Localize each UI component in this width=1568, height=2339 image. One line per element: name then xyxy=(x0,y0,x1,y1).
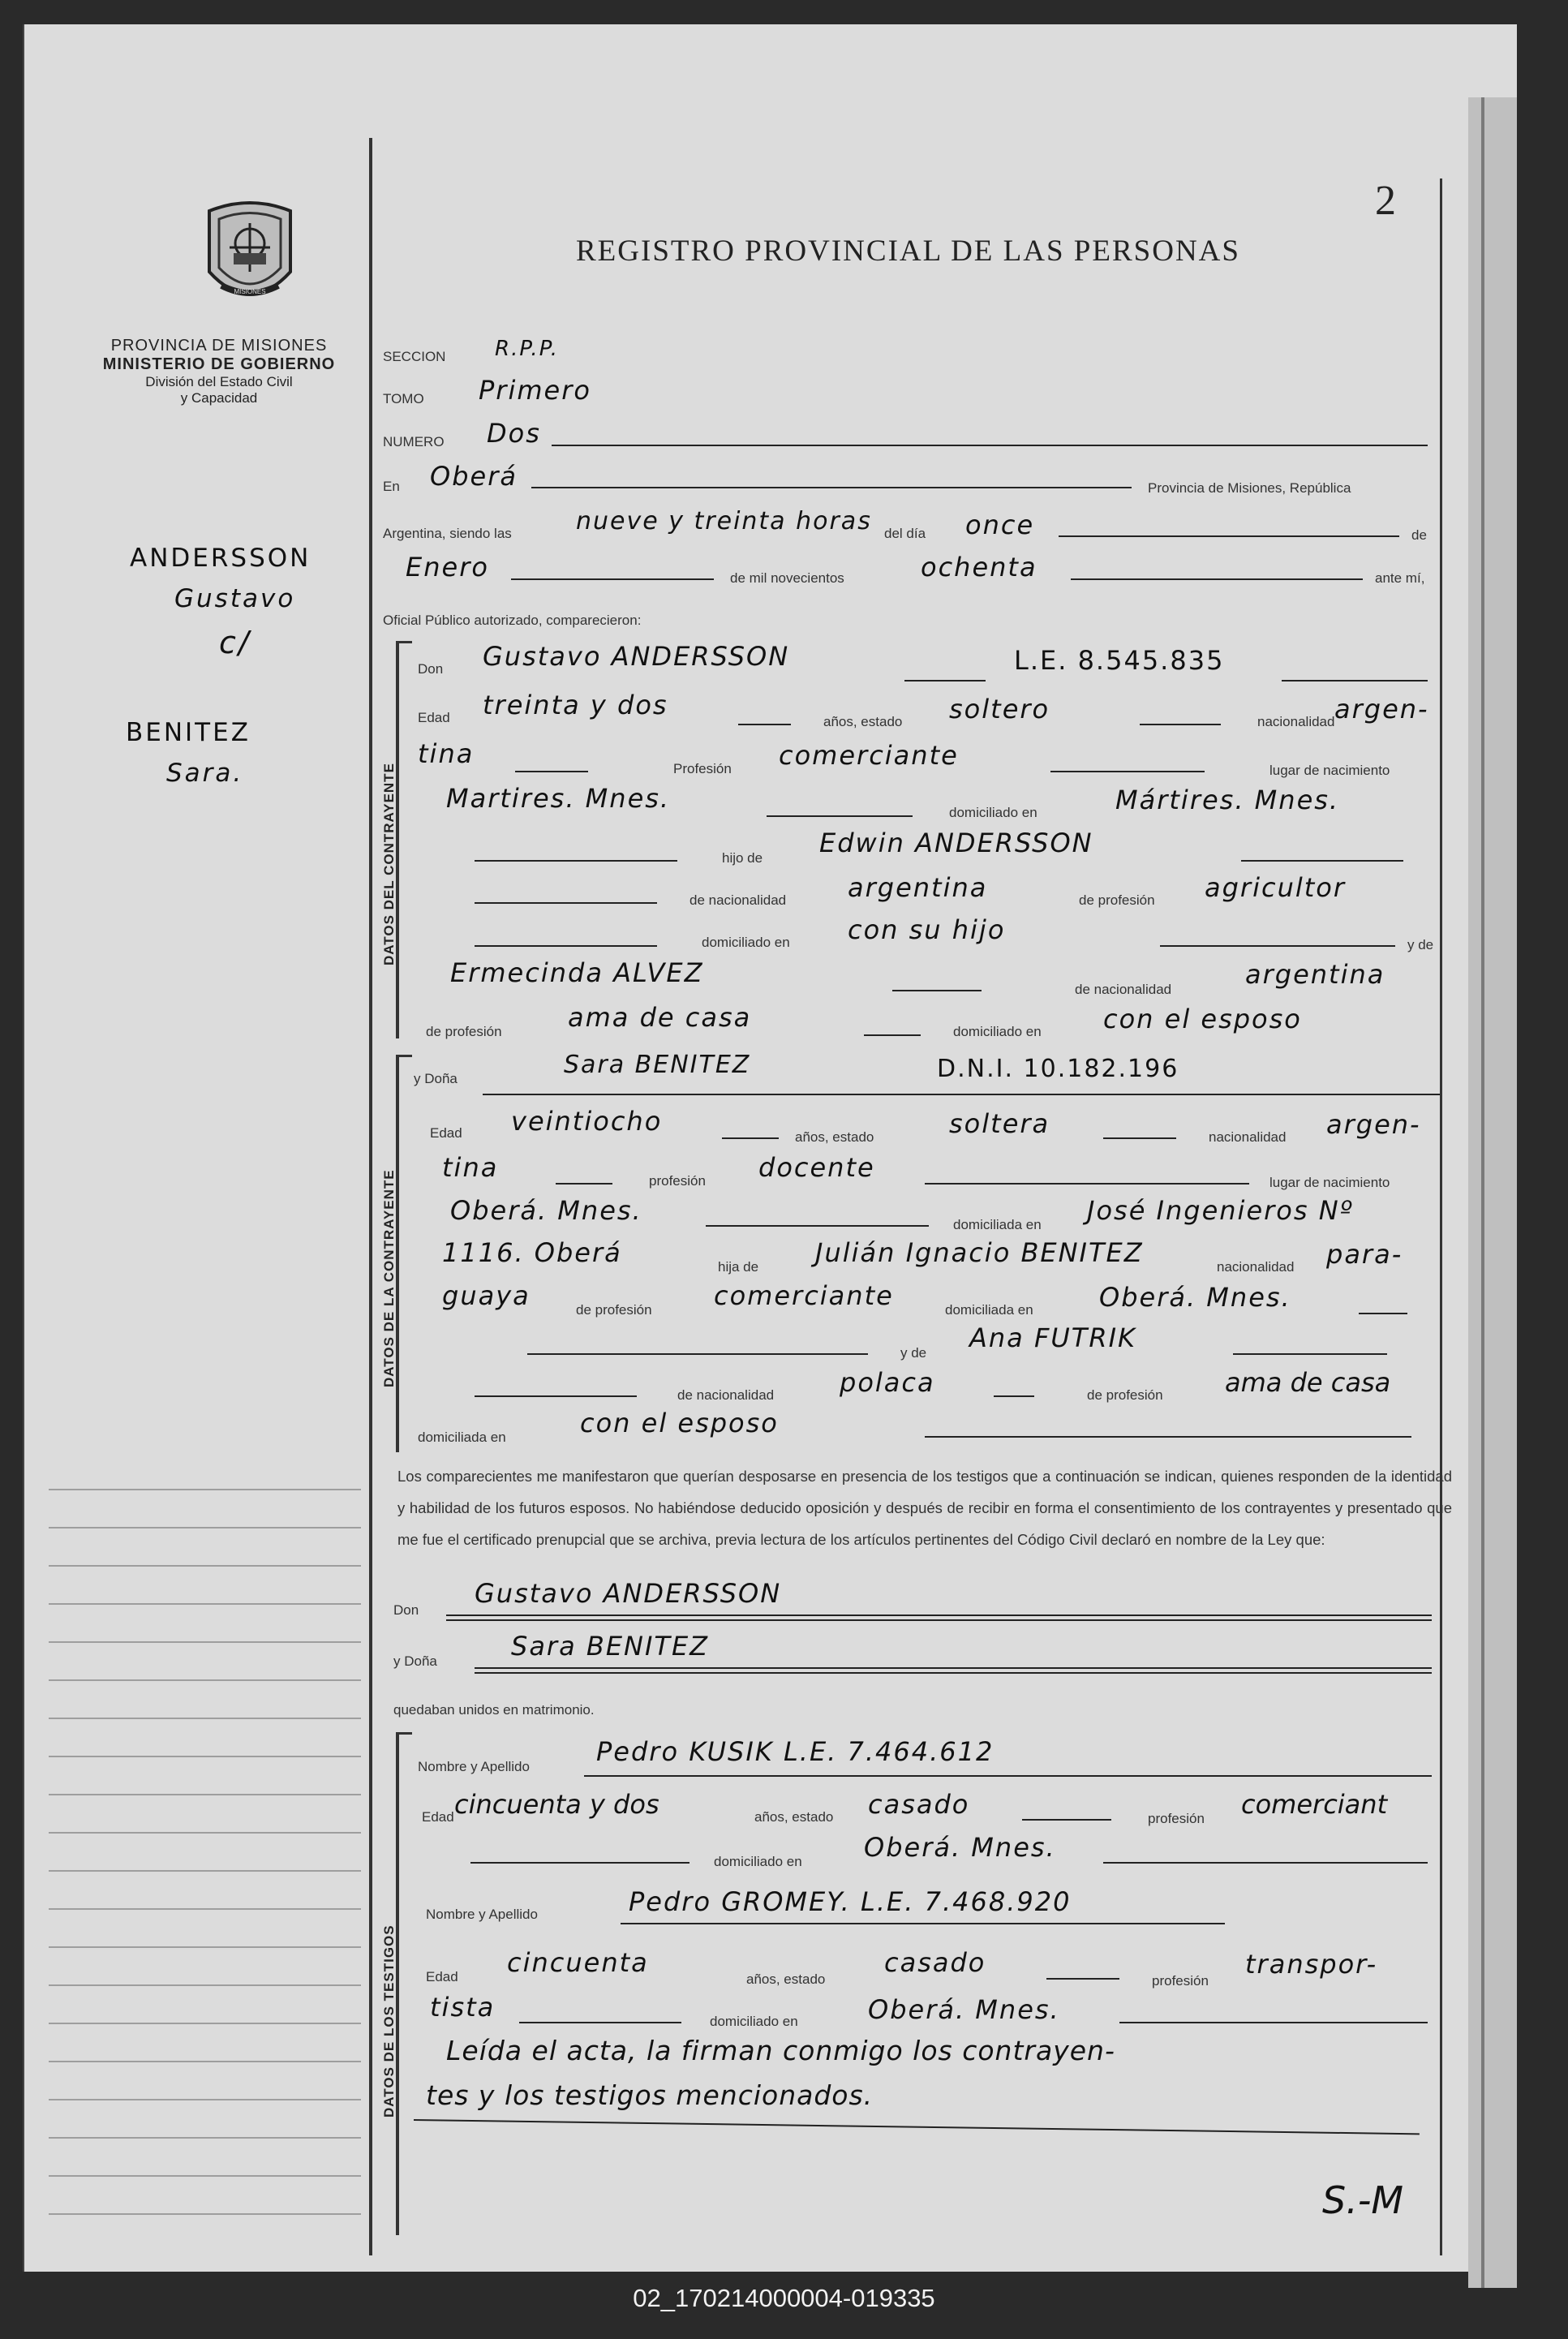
field-underline xyxy=(446,1619,1432,1621)
label-ante-mi: ante mí, xyxy=(1375,570,1425,586)
field-underline xyxy=(475,1395,637,1397)
register-page xyxy=(23,24,1517,2272)
label-del-dia: del día xyxy=(884,526,926,541)
field-underline xyxy=(722,1137,779,1139)
field-underline xyxy=(470,1862,689,1864)
groom-mother-profession: ama de casa xyxy=(568,1002,752,1033)
field-anio: ochenta xyxy=(921,552,1037,583)
margin-note-name: Gustavo xyxy=(174,584,296,613)
field-underline xyxy=(1071,578,1363,580)
bride-address: José Ingenieros Nº xyxy=(1087,1195,1354,1226)
right-rule xyxy=(1440,178,1442,2255)
witness2-profession-cont: tista xyxy=(430,1992,496,2023)
label-profesion-3: profesión xyxy=(1148,1811,1205,1826)
label-y-de-2: y de xyxy=(900,1345,927,1361)
field-underline xyxy=(515,771,588,772)
label-lugar-nac: lugar de nacimiento xyxy=(1269,763,1390,778)
label-nombre-apellido: Nombre y Apellido xyxy=(418,1759,530,1774)
field-underline xyxy=(1241,860,1403,862)
bride-mother-profession: ama de casa xyxy=(1225,1367,1391,1398)
bride-name: Sara BENITEZ xyxy=(564,1051,751,1079)
page-number: 2 xyxy=(1375,178,1396,224)
field-underline xyxy=(1160,945,1395,947)
field-underline xyxy=(1050,771,1205,772)
married-bride: Sara BENITEZ xyxy=(511,1631,710,1662)
label-argentina-siendo: Argentina, siendo las xyxy=(383,526,512,541)
groom-address: Mártires. Mnes. xyxy=(1115,785,1340,815)
witness2-profession: transpor- xyxy=(1245,1949,1378,1980)
field-underline xyxy=(556,1183,612,1185)
label-y-dona-2: y Doña xyxy=(393,1653,437,1669)
label-lugar-nac-2: lugar de nacimiento xyxy=(1269,1175,1390,1190)
field-lugar: Oberá xyxy=(430,461,518,492)
svg-text:MISIONES: MISIONES xyxy=(234,288,266,295)
field-underline xyxy=(527,1353,868,1355)
margin-ruled-lines xyxy=(49,1452,361,2231)
field-underline xyxy=(1022,1819,1111,1821)
label-anos-estado-3: años, estado xyxy=(754,1809,834,1825)
field-underline xyxy=(994,1395,1034,1397)
label-don: Don xyxy=(418,661,444,677)
margin-note-with: c/ xyxy=(219,625,251,660)
margin-note-surname-2: BENITEZ xyxy=(126,718,251,747)
groom-marital-status: soltero xyxy=(949,694,1050,724)
bride-profession: docente xyxy=(758,1152,875,1183)
bride-father-profession: comerciante xyxy=(714,1280,894,1311)
groom-mother: Ermecinda ALVEZ xyxy=(450,957,704,988)
label-de-mil: de mil novecientos xyxy=(730,570,844,586)
bride-mother-address: con el esposo xyxy=(580,1408,779,1438)
witness2-age: cincuenta xyxy=(507,1947,649,1978)
bride-nationality: argen- xyxy=(1326,1109,1421,1140)
page-edge xyxy=(1468,97,1517,2288)
field-underline xyxy=(584,1775,1432,1777)
office-division: División del Estado Civil xyxy=(145,374,293,389)
office-division-2: y Capacidad xyxy=(180,390,258,406)
bride-father: Julián Ignacio BENITEZ xyxy=(815,1237,1144,1268)
groom-nationality-cont: tina xyxy=(418,738,475,769)
label-domiciliado-en-2: domiciliado en xyxy=(702,935,790,950)
field-underline xyxy=(475,945,657,947)
label-en: En xyxy=(383,479,400,494)
witnesses-section-label: DATOS DE LOS TESTIGOS xyxy=(381,1924,397,2118)
field-underline xyxy=(531,487,1132,488)
label-nacionalidad-2: nacionalidad xyxy=(1209,1129,1287,1145)
label-de-profesion-3: de profesión xyxy=(576,1302,652,1318)
margin-note-surname: ANDERSSON xyxy=(130,544,311,573)
label-de-nacionalidad: de nacionalidad xyxy=(689,892,787,908)
field-underline xyxy=(475,1667,1432,1669)
witness1-profession: comerciant xyxy=(1241,1789,1388,1820)
label-domiciliada-en: domiciliada en xyxy=(953,1217,1042,1232)
bride-document: D.N.I. 10.182.196 xyxy=(937,1055,1179,1083)
registrar-signature: S.-M xyxy=(1322,2178,1404,2222)
bride-mother: Ana FUTRIK xyxy=(969,1322,1136,1353)
field-underline xyxy=(621,1923,1225,1924)
office-province: PROVINCIA DE MISIONES xyxy=(110,337,328,355)
witness1-age: cincuenta y dos xyxy=(454,1789,659,1820)
closing-underline xyxy=(414,2119,1420,2135)
label-de-nacionalidad-2: de nacionalidad xyxy=(1075,982,1172,997)
closing-line-1: Leída el acta, la firman conmigo los contrayen- xyxy=(446,2035,1115,2066)
provincial-seal-icon xyxy=(201,195,299,312)
groom-father: Edwin ANDERSSON xyxy=(819,828,1093,858)
field-underline xyxy=(519,2022,681,2023)
field-underline xyxy=(1103,1137,1176,1139)
groom-nationality: argen- xyxy=(1334,694,1429,724)
bride-bracket-top xyxy=(396,1055,412,1057)
label-numero: NUMERO xyxy=(383,434,445,449)
field-underline xyxy=(475,860,677,862)
witness1-name: Pedro KUSIK L.E. 7.464.612 xyxy=(596,1736,994,1767)
label-anos-estado: años, estado xyxy=(823,714,903,729)
field-underline xyxy=(925,1183,1249,1185)
groom-mother-address: con el esposo xyxy=(1103,1004,1302,1034)
field-underline xyxy=(552,445,1428,446)
field-underline xyxy=(864,1034,921,1036)
label-seccion: SECCION xyxy=(383,349,446,364)
field-underline xyxy=(706,1225,929,1227)
label-profesion-2: profesión xyxy=(649,1173,706,1189)
bride-nationality-cont: tina xyxy=(442,1152,499,1183)
bride-father-nationality-cont: guaya xyxy=(442,1280,531,1311)
field-underline xyxy=(1282,680,1428,681)
label-provincia: Provincia de Misiones, República xyxy=(1148,480,1351,496)
field-dia: once xyxy=(965,510,1035,540)
label-profesion-4: profesión xyxy=(1152,1973,1209,1989)
page-title: REGISTRO PROVINCIAL DE LAS PERSONAS xyxy=(576,234,1240,268)
field-underline xyxy=(1140,724,1221,725)
label-don-2: Don xyxy=(393,1602,419,1618)
label-de-profesion-2: de profesión xyxy=(426,1024,502,1039)
groom-age: treinta y dos xyxy=(483,690,668,720)
field-underline xyxy=(1046,1978,1119,1980)
issuing-office xyxy=(57,337,381,406)
witness2-marital-status: casado xyxy=(884,1947,986,1978)
label-edad-4: Edad xyxy=(426,1969,458,1984)
page-edge-line xyxy=(1481,97,1484,2288)
groom-father-profession: agricultor xyxy=(1205,872,1347,903)
bride-marital-status: soltera xyxy=(949,1108,1050,1139)
label-de-nacionalidad-4: de nacionalidad xyxy=(677,1387,775,1403)
bride-address-cont: 1116. Oberá xyxy=(442,1237,622,1268)
label-de-profesion-4: de profesión xyxy=(1087,1387,1163,1403)
label-domiciliado-en-3: domiciliado en xyxy=(953,1024,1042,1039)
field-underline xyxy=(475,1672,1432,1674)
field-underline xyxy=(1359,1313,1407,1314)
declaration-paragraph: Los comparecientes me manifestaron que querían desposarse en presencia de los testigos que a continuación se indican, quienes responden de la identidad y habilidad de los futuros esposos. No habiéndose deducido oposición y después de recibir en forma el consentimiento de los contrayentes y presentado que me fue el certificado prenupcial que se archiva, previa lectura de los artículos pertinentes del Código Civil declaró en nombre de la Ley que: xyxy=(397,1468,1452,1548)
field-numero: Dos xyxy=(487,418,541,449)
witness1-address: Oberá. Mnes. xyxy=(864,1832,1056,1863)
label-anos-estado-2: años, estado xyxy=(795,1129,874,1145)
groom-mother-nationality: argentina xyxy=(1245,959,1385,990)
field-underline xyxy=(925,1436,1411,1438)
label-edad: Edad xyxy=(418,710,450,725)
label-y-de: y de xyxy=(1407,937,1434,952)
label-domiciliada-en-2: domiciliada en xyxy=(418,1430,506,1445)
label-anos-estado-4: años, estado xyxy=(746,1971,826,1987)
label-domiciliado-en: domiciliado en xyxy=(949,805,1037,820)
field-underline xyxy=(892,990,982,991)
closing-line-2: tes y los testigos mencionados. xyxy=(426,2079,874,2111)
bride-age: veintiocho xyxy=(511,1106,663,1137)
groom-birthplace: Martires. Mnes. xyxy=(446,783,671,814)
label-domiciliado-en-6: domiciliado en xyxy=(710,2014,798,2029)
field-underline xyxy=(511,578,714,580)
label-de: de xyxy=(1411,527,1427,543)
label-domiciliado-en-5: domiciliado en xyxy=(714,1854,802,1869)
witnesses-bracket-top xyxy=(396,1732,412,1735)
married-groom: Gustavo ANDERSSON xyxy=(475,1578,782,1609)
bride-mother-nationality: polaca xyxy=(840,1367,935,1398)
label-edad-3: Edad xyxy=(422,1809,454,1825)
label-nombre-apellido-2: Nombre y Apellido xyxy=(426,1907,538,1922)
label-edad-2: Edad xyxy=(430,1125,462,1141)
field-underline xyxy=(767,815,913,817)
office-ministry: MINISTERIO DE GOBIERNO xyxy=(102,355,336,373)
label-nacionalidad: nacionalidad xyxy=(1257,714,1335,729)
field-underline xyxy=(1119,2022,1428,2023)
label-profesion: Profesión xyxy=(673,761,732,776)
bride-father-nationality: para- xyxy=(1326,1239,1403,1270)
field-underline xyxy=(1059,535,1399,537)
field-seccion: R.P.P. xyxy=(495,337,560,361)
field-underline xyxy=(738,724,791,725)
groom-document: L.E. 8.545.835 xyxy=(1014,645,1225,676)
witness2-name: Pedro GROMEY. L.E. 7.468.920 xyxy=(629,1886,1072,1917)
bride-section-label: DATOS DE LA CONTRAYENTE xyxy=(381,1169,397,1387)
label-domiciliado-en-4: domiciliada en xyxy=(945,1302,1033,1318)
image-id-footer: 02_170214000004-019335 xyxy=(633,2284,935,2312)
groom-name: Gustavo ANDERSSON xyxy=(483,641,790,672)
label-quedaban: quedaban unidos en matrimonio. xyxy=(393,1702,595,1718)
label-tomo: TOMO xyxy=(383,391,424,406)
field-hora: nueve y treinta horas xyxy=(576,507,872,535)
field-underline xyxy=(1103,1862,1428,1864)
margin-note-name-2: Sara. xyxy=(166,759,244,788)
bride-birthplace: Oberá. Mnes. xyxy=(450,1195,642,1226)
field-underline xyxy=(446,1615,1432,1616)
field-underline xyxy=(483,1094,1440,1095)
margin-rule xyxy=(369,138,372,2255)
label-oficial: Oficial Público autorizado, comparecieron: xyxy=(383,613,642,628)
label-de-nacionalidad-3: nacionalidad xyxy=(1217,1259,1295,1275)
bride-father-address: Oberá. Mnes. xyxy=(1099,1282,1291,1313)
groom-bracket-top xyxy=(396,641,412,643)
field-mes: Enero xyxy=(406,552,489,583)
field-underline xyxy=(904,680,986,681)
groom-section-label: DATOS DEL CONTRAYENTE xyxy=(381,763,397,965)
label-hija-de: hija de xyxy=(718,1259,759,1275)
label-de-profesion: de profesión xyxy=(1079,892,1155,908)
witness1-marital-status: casado xyxy=(868,1789,970,1820)
field-tomo: Primero xyxy=(479,375,591,406)
groom-father-nationality: argentina xyxy=(848,872,988,903)
groom-profession: comerciante xyxy=(779,740,959,771)
label-hijo-de: hijo de xyxy=(722,850,763,866)
witness2-address: Oberá. Mnes. xyxy=(868,1994,1060,2025)
label-y-dona: y Doña xyxy=(414,1071,458,1086)
groom-father-address: con su hijo xyxy=(848,914,1006,945)
field-underline xyxy=(475,902,657,904)
field-underline xyxy=(1233,1353,1387,1355)
